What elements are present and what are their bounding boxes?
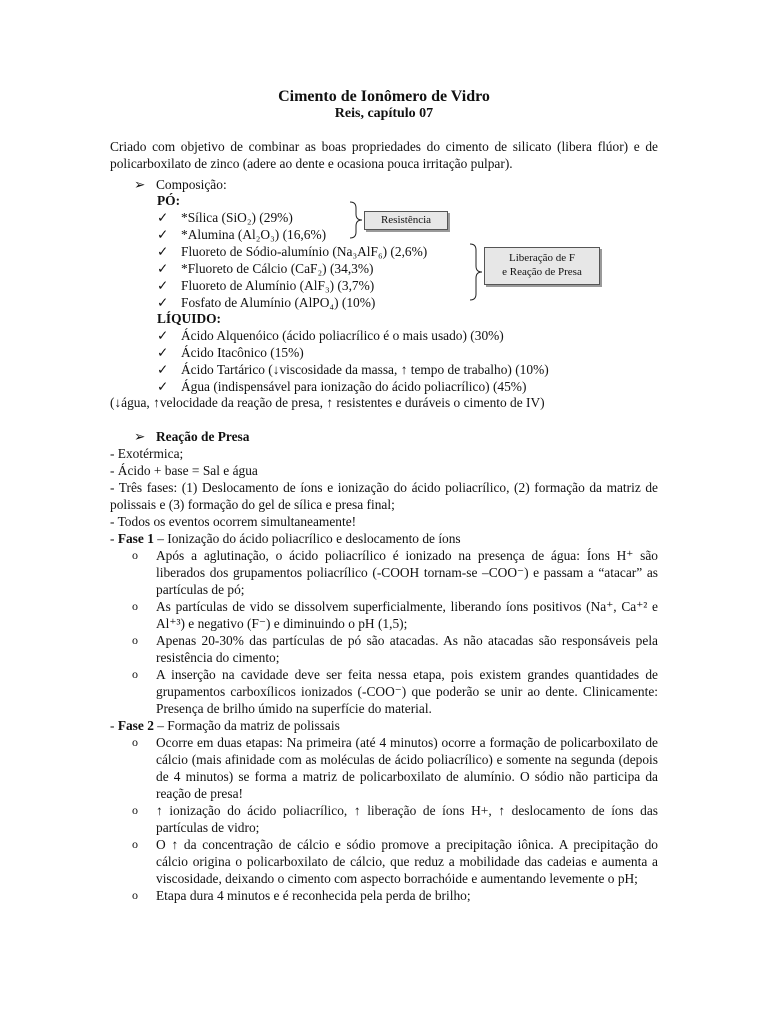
fase2-item-text: ↑ ionização do ácido poliacrílico, ↑ liberação de íons H+, ↑ deslocamento de íons das partículas de vidro; — [156, 803, 658, 835]
check-icon: ✓ — [157, 379, 169, 394]
check-icon: ✓ — [157, 210, 169, 225]
reacao-line: - Exotérmica; — [110, 446, 184, 461]
po-item — [157, 209, 293, 226]
check-icon: ✓ — [157, 227, 169, 242]
reacao-heading-text: Reação de Presa — [156, 429, 250, 444]
fase1-item — [110, 632, 658, 666]
fase2-item-text: Ocorre em duas etapas: Na primeira (até 4 minutos) ocorre a formação de policarboxilato de cálcio (mais afinidade com as moléculas de ácido poliacrílico) e somente na segunda (depois de 4 minutos) se forma a matriz de policarboxilato de alumínio. O sódio não participa da reação de presa! — [156, 735, 658, 801]
check-icon: ✓ — [157, 278, 169, 293]
po-item — [157, 226, 326, 243]
fase2-label: Fase 2 — [117, 718, 154, 733]
fase1-label: Fase 1 — [117, 531, 154, 546]
reacao-body — [110, 445, 658, 904]
po-item-text: Fluoreto de Sódio-alumínio (Na₃AlF₆) (2,6%) — [181, 244, 428, 259]
composition-note: (↓água, ↑velocidade da reação de presa, ↑ resistentes e duráveis o cimento de IV) — [110, 395, 545, 410]
resistencia-bracket — [350, 202, 362, 238]
fase1-title: – Ionização do ácido poliacrílico e deslocamento de íons — [153, 531, 461, 546]
fase2-item — [110, 887, 658, 904]
check-icon: ✓ — [157, 362, 169, 377]
circle-bullet-icon: o — [132, 837, 138, 851]
liquido-item — [157, 378, 526, 395]
liberacao-callout-line1: Liberação de F — [509, 252, 575, 264]
fase1-item — [110, 547, 658, 598]
composition-heading — [134, 176, 227, 193]
fase1-item — [110, 598, 658, 632]
resistencia-callout: Resistência — [364, 211, 448, 230]
po-item-text: *Fluoreto de Cálcio (CaF₂) (34,3%) — [181, 261, 374, 276]
reacao-line: - Três fases: (1) Deslocamento de íons e ionização do ácido poliacrílico, (2) formação da matriz de polissais e (3) formação do gel de sílica e presa final; — [110, 480, 658, 512]
fase2-item-text: Etapa dura 4 minutos e é reconhecida pela perda de brilho; — [156, 888, 471, 903]
circle-bullet-icon: o — [132, 803, 138, 817]
fase2-item — [110, 734, 658, 802]
liquido-item-text: Água (indispensável para ionização do ácido poliacrílico) (45%) — [181, 379, 527, 394]
liberacao-callout-line2: e Reação de Presa — [502, 266, 582, 278]
po-item-text: *Sílica (SiO₂) (29%) — [181, 210, 293, 225]
fase1-item-text: Após a aglutinação, o ácido poliacrílico é ionizado na presença de água: Íons H⁺ são liberados dos grupamentos poliacrílico (-COOH tornam-se –COO⁻) e passam a “atacar” as partículas de pó; — [156, 548, 658, 597]
check-icon: ✓ — [157, 328, 169, 343]
arrow-bullet-icon: ➢ — [134, 429, 146, 444]
reacao-line: - Todos os eventos ocorrem simultaneamente! — [110, 514, 357, 529]
liquido-item-text: Ácido Tartárico (↓viscosidade da massa, ↑ tempo de trabalho) (10%) — [181, 362, 549, 377]
liquido-item — [157, 344, 304, 361]
reacao-heading — [134, 428, 249, 445]
po-item — [157, 243, 427, 260]
document-title: Cimento de Ionômero de Vidro — [278, 88, 490, 105]
fase1-item-text: A inserção na cavidade deve ser feita nessa etapa, pois existem grandes quantidades de grupamentos carboxílicos ionizados (-COO⁻) que poderão se unir ao dente. Clinicamente: Presença de brilho úmido na superfície do material. — [156, 667, 658, 716]
check-icon: ✓ — [157, 261, 169, 276]
liquido-item-text: Ácido Alquenóico (ácido poliacrílico é o mais usado) (30%) — [181, 328, 504, 343]
fase2-item-text: O ↑ da concentração de cálcio e sódio promove a precipitação iônica. A precipitação do cálcio origina o policarboxilato de cálcio, que reduz a mobilidade das cadeias e aumenta a viscosidade, deixando o cimento com aspecto borrachóide e aumentando levemente o pH; — [156, 837, 658, 886]
check-icon: ✓ — [157, 244, 169, 259]
liberacao-bracket — [470, 244, 482, 300]
po-item — [157, 277, 374, 294]
fase2-heading: - Fase 2 – Formação da matriz de polissais — [110, 718, 340, 733]
composition-heading-text: Composição: — [156, 177, 227, 192]
fase2-item — [110, 836, 658, 887]
liquido-item — [157, 327, 504, 344]
check-icon: ✓ — [157, 345, 169, 360]
circle-bullet-icon: o — [132, 667, 138, 681]
po-item — [157, 294, 375, 311]
po-item-text: Fosfato de Alumínio (AlPO₄) (10%) — [181, 295, 376, 310]
liquido-item-text: Ácido Itacônico (15%) — [181, 345, 304, 360]
po-item-text: Fluoreto de Alumínio (AlF₃) (3,7%) — [181, 278, 375, 293]
liquido-item — [157, 361, 549, 378]
circle-bullet-icon: o — [132, 548, 138, 562]
fase2-item — [110, 802, 658, 836]
circle-bullet-icon: o — [132, 735, 138, 749]
fase1-item-text: As partículas de vido se dissolvem superficialmente, liberando íons positivos (Na⁺, Ca⁺² e Al⁺³) e negativo (F⁻) e diminuindo o pH (1,5); — [156, 599, 658, 631]
po-label: PÓ: — [157, 193, 181, 208]
circle-bullet-icon: o — [132, 888, 138, 902]
document-subtitle: Reis, capítulo 07 — [334, 106, 434, 121]
po-item-text: *Alumina (Al₂O₃) (16,6%) — [181, 227, 327, 242]
intro-paragraph: Criado com objetivo de combinar as boas propriedades do cimento de silicato (libera flúor) e de policarboxilato de zinco (adere ao dente e ocasiona pouca irritação pulpar). — [110, 139, 658, 171]
check-icon: ✓ — [157, 295, 169, 310]
reacao-line: - Ácido + base = Sal e água — [110, 463, 258, 478]
circle-bullet-icon: o — [132, 633, 138, 647]
fase1-item — [110, 666, 658, 717]
fase2-title: – Formação da matriz de polissais — [153, 718, 340, 733]
fase1-item-text: Apenas 20-30% das partículas de pó são atacadas. As não atacadas são responsáveis pela resistência do cimento; — [156, 633, 658, 665]
liquido-label: LÍQUIDO: — [157, 311, 221, 326]
po-item — [157, 260, 373, 277]
liberacao-callout — [484, 247, 600, 285]
arrow-bullet-icon: ➢ — [134, 177, 146, 192]
fase1-heading: - Fase 1 – Ionização do ácido poliacrílico e deslocamento de íons — [110, 531, 461, 546]
circle-bullet-icon: o — [132, 599, 138, 613]
